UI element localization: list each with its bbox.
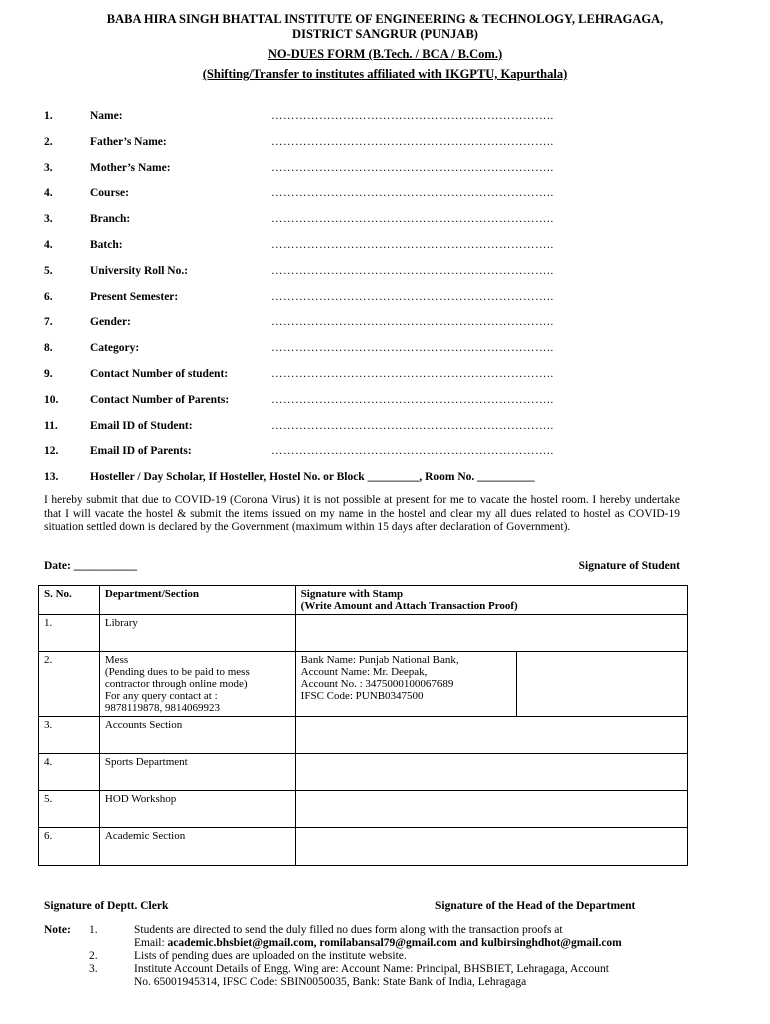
note-number: 2. (89, 950, 98, 962)
field-number: 11. (44, 419, 58, 432)
row-department: Academic Section (99, 828, 295, 866)
field-blank[interactable]: …………………………………………………………….. (271, 238, 554, 251)
field-number: 13. (44, 471, 59, 484)
field-branch (44, 213, 744, 239)
field-label: Branch: (90, 213, 131, 226)
form-header (0, 12, 770, 82)
mess-line: For any query contact at : (104, 690, 218, 702)
note-text: Institute Account Details of Engg. Wing are: Account Name: Principal, BHSBIET, Lehragaga, Account (134, 963, 609, 975)
signature-cell[interactable] (517, 652, 688, 717)
row-sno: 1. (39, 615, 100, 652)
institute-name: BABA HIRA SINGH BHATTAL INSTITUTE OF ENGINEERING & TECHNOLOGY, LEHRAGAGA, (106, 12, 664, 26)
field-number: 12. (44, 445, 59, 458)
field-label: Father’s Name: (90, 135, 167, 148)
table-row (39, 828, 688, 866)
dues-table (38, 585, 688, 866)
field-label: Email ID of Student: (90, 419, 193, 432)
field-number: 4. (44, 187, 53, 200)
field-category (44, 342, 744, 368)
field-blank[interactable]: …………………………………………………………….. (271, 135, 554, 148)
table-row (39, 652, 688, 717)
field-batch (44, 239, 744, 265)
field-label: Gender: (90, 316, 131, 329)
field-student-contact (44, 368, 744, 394)
field-blank[interactable]: …………………………………………………………….. (271, 187, 554, 200)
header-signature (295, 586, 687, 615)
field-number: 3. (44, 161, 53, 174)
note-text: Lists of pending dues are uploaded on the institute website. (134, 950, 407, 962)
student-signature-label: Signature of Student (578, 560, 680, 572)
note-2 (44, 950, 734, 963)
field-label: Name: (90, 110, 123, 122)
note-number: 3. (89, 963, 98, 975)
signature-cell[interactable] (295, 828, 687, 866)
field-student-email (44, 420, 744, 446)
header-sno: S. No. (39, 586, 100, 615)
field-number: 5. (44, 264, 53, 277)
field-label: Mother’s Name: (90, 161, 171, 174)
table-row (39, 615, 688, 652)
field-label: Email ID of Parents: (90, 445, 192, 458)
note-text: Students are directed to send the duly filled no dues form along with the transaction proofs at (134, 924, 563, 936)
head-signature-label: Signature of the Head of the Department (435, 900, 636, 912)
field-blank[interactable]: …………………………………………………………….. (271, 161, 554, 174)
note-3 (44, 963, 734, 976)
date-field[interactable]: Date: ___________ (44, 560, 137, 572)
field-label[interactable]: Hosteller / Day Scholar, If Hosteller, Hostel No. or Block _________, Room No. __________ (90, 471, 535, 484)
clerk-signature-label: Signature of Deptt. Clerk (44, 900, 169, 912)
row-sno: 3. (39, 717, 100, 754)
field-number: 10. (44, 393, 59, 406)
field-label: Present Semester: (90, 290, 179, 303)
row-sno: 4. (39, 754, 100, 791)
bank-line: Account Name: Mr. Deepak, (300, 666, 428, 678)
department-signatures (44, 900, 684, 912)
field-label: Category: (90, 342, 140, 355)
field-gender (44, 316, 744, 342)
field-blank[interactable]: …………………………………………………………….. (271, 264, 554, 277)
form-title: NO-DUES FORM (B.Tech. / BCA / B.Com.) (267, 47, 503, 61)
field-university-roll-no (44, 265, 744, 291)
table-header-row (39, 586, 688, 615)
row-sno: 6. (39, 828, 100, 866)
note-label: Note: (44, 924, 71, 936)
note-text: No. 65001945314, IFSC Code: SBIN0050035, Bank: State Bank of India, Lehragaga (134, 976, 527, 988)
field-name (44, 110, 744, 136)
row-department (99, 652, 295, 717)
field-blank[interactable]: …………………………………………………………….. (271, 290, 554, 303)
field-blank[interactable]: …………………………………………………………….. (271, 445, 554, 458)
date-signature-row (44, 560, 680, 572)
field-number: 2. (44, 135, 53, 148)
mess-line: Mess (104, 654, 129, 666)
institute-district: DISTRICT SANGRUR (PUNJAB) (292, 27, 478, 41)
table-row (39, 754, 688, 791)
row-sno: 5. (39, 791, 100, 828)
bank-line: Account No. : 3475000100067689 (300, 678, 454, 690)
row-department: HOD Workshop (99, 791, 295, 828)
table-row (39, 791, 688, 828)
signature-cell[interactable] (295, 791, 687, 828)
note-1 (44, 924, 734, 937)
mess-line: (Pending dues to be paid to mess (104, 666, 250, 678)
field-label: Contact Number of Parents: (90, 393, 230, 406)
field-blank[interactable]: …………………………………………………………….. (271, 419, 554, 432)
table-row (39, 717, 688, 754)
note-3-continued (44, 976, 734, 989)
field-blank[interactable]: …………………………………………………………….. (271, 393, 554, 406)
field-label: Batch: (90, 238, 123, 251)
field-blank[interactable]: …………………………………………………………….. (271, 110, 554, 122)
bank-line: Bank Name: Punjab National Bank, (300, 654, 459, 666)
field-parents-contact (44, 394, 744, 420)
field-blank[interactable]: …………………………………………………………….. (271, 316, 554, 329)
field-parents-email (44, 445, 744, 471)
mess-line: 9878119878, 9814069923 (104, 702, 220, 714)
field-course (44, 187, 744, 213)
field-number: 4. (44, 238, 53, 251)
notes-section (44, 924, 734, 989)
student-details-list (44, 110, 744, 497)
field-label: University Roll No.: (90, 264, 189, 277)
email-prefix: Email: (134, 937, 168, 949)
field-label: Contact Number of student: (90, 367, 229, 380)
header-department: Department/Section (99, 586, 295, 615)
header-signature-line1: Signature with Stamp (300, 588, 404, 600)
field-number: 6. (44, 290, 53, 303)
email-addresses: academic.bhsbiet@gmail.com, romilabansal79@gmail.com and kulbirsinghdhot@gmail.com (167, 937, 622, 949)
row-department: Sports Department (99, 754, 295, 791)
field-blank[interactable]: …………………………………………………………….. (271, 342, 554, 355)
field-number: 8. (44, 342, 53, 355)
form-subtitle: (Shifting/Transfer to institutes affiliated with IKGPTU, Kapurthala) (202, 67, 568, 81)
field-number: 9. (44, 367, 53, 380)
row-sno: 2. (39, 652, 100, 717)
note-number: 1. (89, 924, 98, 936)
signature-cell[interactable] (295, 717, 687, 754)
hostel-declaration: I hereby submit that due to COVID-19 (Corona Virus) it is not possible at present for me to vacate the hostel room. I hereby undertake that I will vacate the hostel & submit the items issued on my name in the hostel and clear my all dues related to hostel as COVID-19 situation settled down is declared by the Government (maximum within 15 days after declaration of Government). (44, 494, 680, 533)
field-number: 7. (44, 316, 53, 329)
field-father-name (44, 136, 744, 162)
header-signature-line2: (Write Amount and Attach Transaction Proof) (300, 600, 518, 612)
field-mother-name (44, 162, 744, 188)
bank-line: IFSC Code: PUNB0347500 (300, 690, 424, 702)
mess-line: contractor through online mode) (104, 678, 248, 690)
field-number: 1. (44, 110, 53, 122)
row-department: Accounts Section (99, 717, 295, 754)
field-blank[interactable]: …………………………………………………………….. (271, 213, 554, 226)
note-1-emails (44, 937, 734, 950)
bank-details-cell (295, 652, 517, 717)
field-number: 3. (44, 213, 53, 226)
field-present-semester (44, 291, 744, 317)
row-department: Library (99, 615, 295, 652)
signature-cell[interactable] (295, 615, 687, 652)
field-blank[interactable]: …………………………………………………………….. (271, 367, 554, 380)
signature-cell[interactable] (295, 754, 687, 791)
field-label: Course: (90, 187, 129, 200)
